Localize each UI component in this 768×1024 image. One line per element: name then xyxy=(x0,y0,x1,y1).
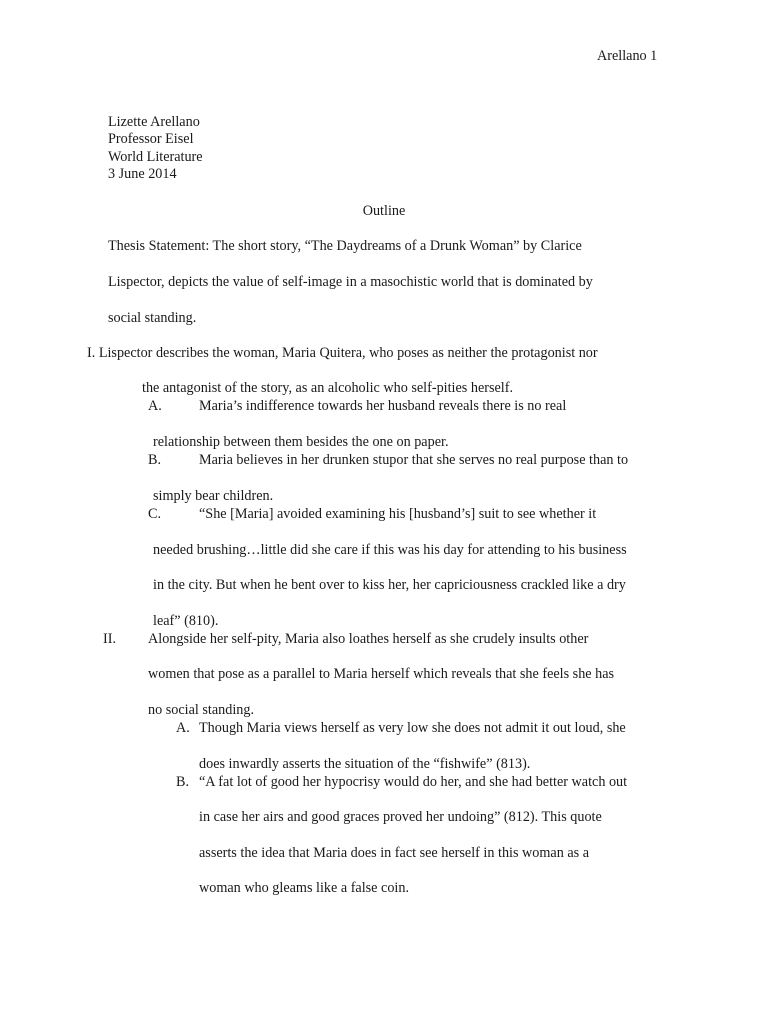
heading-author: Lizette Arellano xyxy=(108,114,200,130)
section-2-line: women that pose as a parallel to Maria herself which reveals that she feels she has xyxy=(148,666,615,682)
section-1-c-line: “She [Maria] avoided examining his [husband’s] suit to see whether it xyxy=(199,506,597,522)
section-1-c-line: in the city. But when he bent over to kiss her, her capriciousness crackled like a dry xyxy=(153,577,626,593)
running-head: Arellano 1 xyxy=(597,48,658,64)
heading-professor: Professor Eisel xyxy=(108,131,194,147)
thesis-line: Thesis Statement: The short story, “The Daydreams of a Drunk Woman” by Clarice xyxy=(108,238,582,254)
section-2-b-line: woman who gleams like a false coin. xyxy=(199,880,409,896)
section-1-c-line: needed brushing…little did she care if this was his day for attending to his business xyxy=(153,542,627,558)
section-1-b-line: Maria believes in her drunken stupor that she serves no real purpose than to xyxy=(199,452,629,468)
heading-course: World Literature xyxy=(108,149,203,165)
document-title: Outline xyxy=(362,203,406,219)
section-1-b-marker: B. xyxy=(148,452,162,468)
section-2-b-line: in case her airs and good graces proved her undoing” (812). This quote xyxy=(199,809,602,825)
section-2-line: no social standing. xyxy=(148,702,254,718)
section-2-a-marker: A. xyxy=(176,720,190,736)
section-2-a-line: Though Maria views herself as very low she does not admit it out loud, she xyxy=(199,720,626,736)
section-2-a-line: does inwardly asserts the situation of the “fishwife” (813). xyxy=(199,756,531,772)
section-1-first-line xyxy=(87,345,598,361)
heading-date: 3 June 2014 xyxy=(108,166,177,182)
section-2-b-line: “A fat lot of good her hypocrisy would do her, and she had better watch out xyxy=(199,774,628,790)
section-1-marker: I. xyxy=(87,345,96,361)
section-2-line: Alongside her self-pity, Maria also loathes herself as she crudely insults other xyxy=(148,631,589,647)
section-1-c-marker: C. xyxy=(148,506,162,522)
section-2-b-marker: B. xyxy=(176,774,190,790)
section-1-line: Lispector describes the woman, Maria Quitera, who poses as neither the protagonist nor xyxy=(98,345,598,361)
section-1-a-marker: A. xyxy=(148,398,162,414)
section-1-b-line: simply bear children. xyxy=(153,488,274,504)
section-1-a-line: relationship between them besides the one on paper. xyxy=(153,434,449,450)
section-1-c-line: leaf” (810). xyxy=(153,613,219,629)
thesis-line: Lispector, depicts the value of self-image in a masochistic world that is dominated by xyxy=(108,274,593,290)
section-2-b-line: asserts the idea that Maria does in fact see herself in this woman as a xyxy=(199,845,590,861)
section-1-a-line: Maria’s indifference towards her husband reveals there is no real xyxy=(199,398,567,414)
thesis-line: social standing. xyxy=(108,310,197,326)
section-2-marker: II. xyxy=(103,631,116,647)
section-1-line: the antagonist of the story, as an alcoholic who self-pities herself. xyxy=(142,380,514,396)
